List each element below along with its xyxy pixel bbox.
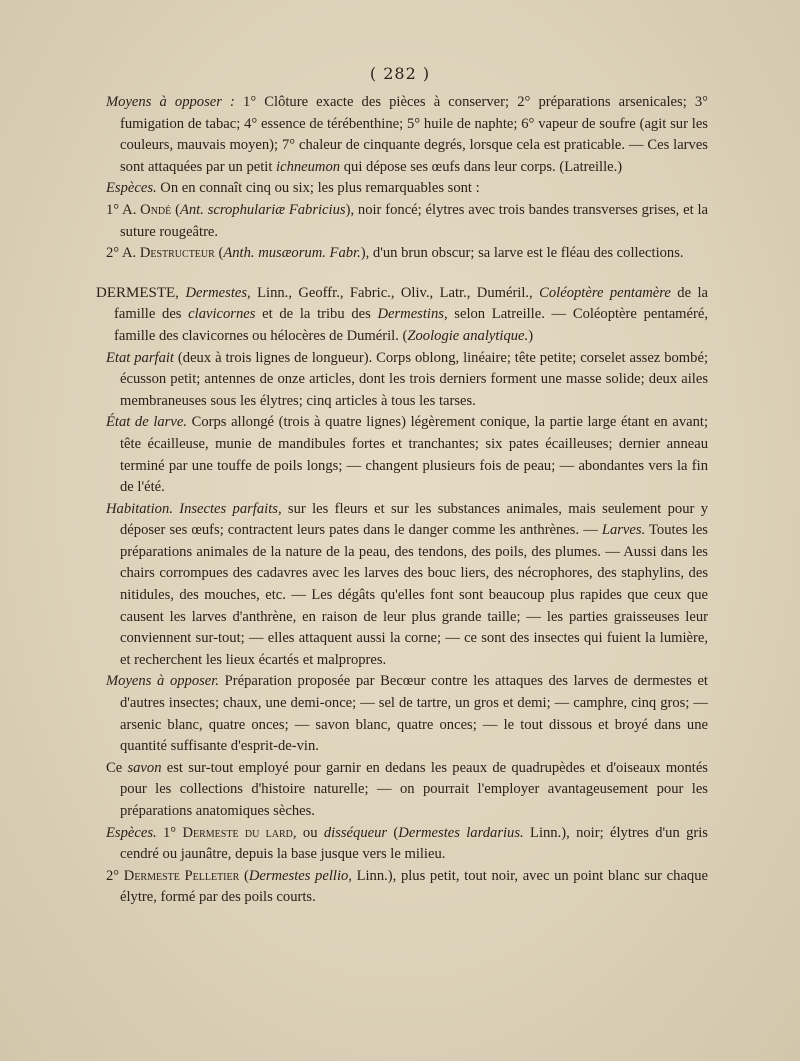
paragraph <box>96 92 708 178</box>
text-run: , selon Latreille. — Coléoptère pentaméré, famille des clavicornes ou hélocères de Duméril. ( <box>114 306 708 344</box>
text-run: Ce <box>106 759 128 776</box>
text-run: Espèces. <box>106 180 157 197</box>
text-run: Ant. scrophulariæ Fabricius <box>179 201 346 218</box>
text-run: Espèces. <box>106 824 157 841</box>
text-run: 2° A. <box>106 245 140 262</box>
text-run: 1° A. <box>106 201 141 218</box>
text-run: Corps allongé (trois à quatre lignes) légèrement conique, la partie large étant en avant; tête écailleuse, munie de mandibules fortes et tranchantes; six pates écailleuses; dernier anneau terminé par une touffe de poils longs; — changent plusieurs fois de peau; — abondantes vers la fin de l'été. <box>120 414 708 496</box>
text-run: et de la tribu des <box>255 306 378 323</box>
text-run: Dermestins <box>377 306 444 323</box>
paragraph <box>96 758 708 823</box>
text-run: Ondé <box>140 201 172 218</box>
text-run: ( <box>239 867 249 884</box>
text-run: 1° Clôture exacte des pièces à conserver; 2° préparations arsenicales; 3° fumigation de tabac; 4° essence de térébenthine; 5° huile de naphte; 6° vapeur de soufre (agit sur les couleurs, mauvais moyen); 7° chaleur de cinquante degrés, lorsque cela est praticable. — Ces larves sont attaquées par un petit <box>120 94 708 175</box>
text-run: ( <box>214 245 224 262</box>
paragraph <box>96 823 708 866</box>
text-run: (deux à trois lignes de longueur). Corps oblong, linéaire; tête petite; corselet assez bombé; écusson petit; antennes de onze articles, dont les trois derniers forment une masse solide; deux ailes membraneuses sous les élytres; cinq articles à tous les tarses. <box>120 349 708 409</box>
text-run: Larves. <box>601 522 646 539</box>
text-run: Etat parfait <box>106 349 174 366</box>
text-run: , ou <box>292 824 324 841</box>
text-run: , Linn.), plus petit, tout noir, avec un point blanc sur chaque élytre, formé par des poils courts. <box>120 867 708 906</box>
text-run: , sur les fleurs et sur les substances animales, mais seulement pour y déposer ses œufs; contractent leurs pates dans le danger comme les anthrènes. — <box>120 500 708 539</box>
paragraph <box>96 348 708 413</box>
text-run: ichneumon <box>276 158 341 175</box>
page-number: ( 282 ) <box>369 64 431 83</box>
text-run: Dermeste Pelletier <box>123 867 240 884</box>
paragraph <box>96 200 708 243</box>
text-run: DERMESTE, <box>96 284 186 301</box>
text-run: Dermestes pellio <box>248 867 349 884</box>
text-run: ), noir foncé; élytres avec trois bandes transverses grises, et la suture rougeâtre. <box>120 201 708 240</box>
text-run: est sur-tout employé pour garnir en dedans les peaux de quadrupèdes et d'oiseaux montés pour les collections d'histoire naturelle; — on pourrait l'employer avantageusement pour les préparations anatomiques sèches. <box>120 759 708 819</box>
text-run: de la famille des <box>114 284 709 323</box>
text-run: ), d'un brun obscur; sa larve est le fléau des collections. <box>360 245 684 262</box>
text-run: Dermestes lardarius. <box>398 824 524 841</box>
text-run: Dermestes, <box>185 284 251 301</box>
text-run: Préparation proposée par Becœur contre les attaques des larves de dermestes et d'autres insectes; chaux, une demi-once; — sel de tartre, un gros et demi; — camphre, cinq gros; — arsenic blanc, quatre onces; — savon blanc, quatre onces; — le tout dissous et broyé dans une quantité suffisante d'esprit-de-vin. <box>120 673 708 755</box>
text-run: On en connaît cinq ou six; les plus remarquables sont : <box>156 180 480 197</box>
text-run: disséqueur <box>323 824 388 841</box>
text-run: ( <box>387 824 399 841</box>
text-run: Toutes les préparations animales de la nature de la peau, des tendons, des poils, des plumes. — Aussi dans les chairs corrompues des cadavres avec les larves des bouc liers, des nécrophores, des staphylins, des nitidules, des mouches, etc. — Les dégâts qu'elles font sont beaucoup plus rapides que ceux que causent les larves d'anthrène, en raison de leur plus grande taille; — les parties graisseuses leur conviennent sur-tout; — elles attaquent aussi la corne; — ce sont des insectes qui fuient la lumière, et recherchent les lieux écartés et malpropres. <box>120 522 708 668</box>
text-run: État de larve. <box>106 414 187 431</box>
text-run: Moyens à opposer : <box>106 94 235 110</box>
text-run: Moyens à opposer. <box>106 673 219 690</box>
text-run: ( <box>171 201 180 218</box>
dictionary-entry <box>96 283 708 348</box>
text-run: Habitation. Insectes parfaits <box>106 500 278 517</box>
paragraph <box>96 499 708 672</box>
paragraph <box>96 178 708 200</box>
text-run: Destructeur <box>139 245 215 262</box>
text-run: Dermeste du lard <box>182 824 293 841</box>
paragraph <box>96 866 708 909</box>
text-run: clavicornes <box>188 306 256 323</box>
page-text <box>96 92 708 909</box>
text-run: ) <box>528 327 534 344</box>
text-run: savon <box>127 759 162 776</box>
paragraph <box>96 412 708 498</box>
text-run: Anth. musæorum. Fabr. <box>223 245 361 262</box>
text-run: Linn.), noir; élytres d'un gris cendré ou jaunâtre, depuis la base jusque vers le milieu. <box>120 824 708 863</box>
text-run: Linn., Geoffr., Fabric., Oliv., Latr., Duméril., <box>250 284 540 301</box>
paragraph <box>96 243 708 265</box>
text-run: Zoologie analytique. <box>407 327 529 344</box>
text-run: Coléoptère pentamère <box>539 284 671 301</box>
paragraph <box>96 671 708 757</box>
text-run: 2° <box>106 867 124 884</box>
text-run: 1° <box>156 824 183 841</box>
text-run: qui dépose ses œufs dans leur corps. (Latreille.) <box>340 158 623 175</box>
